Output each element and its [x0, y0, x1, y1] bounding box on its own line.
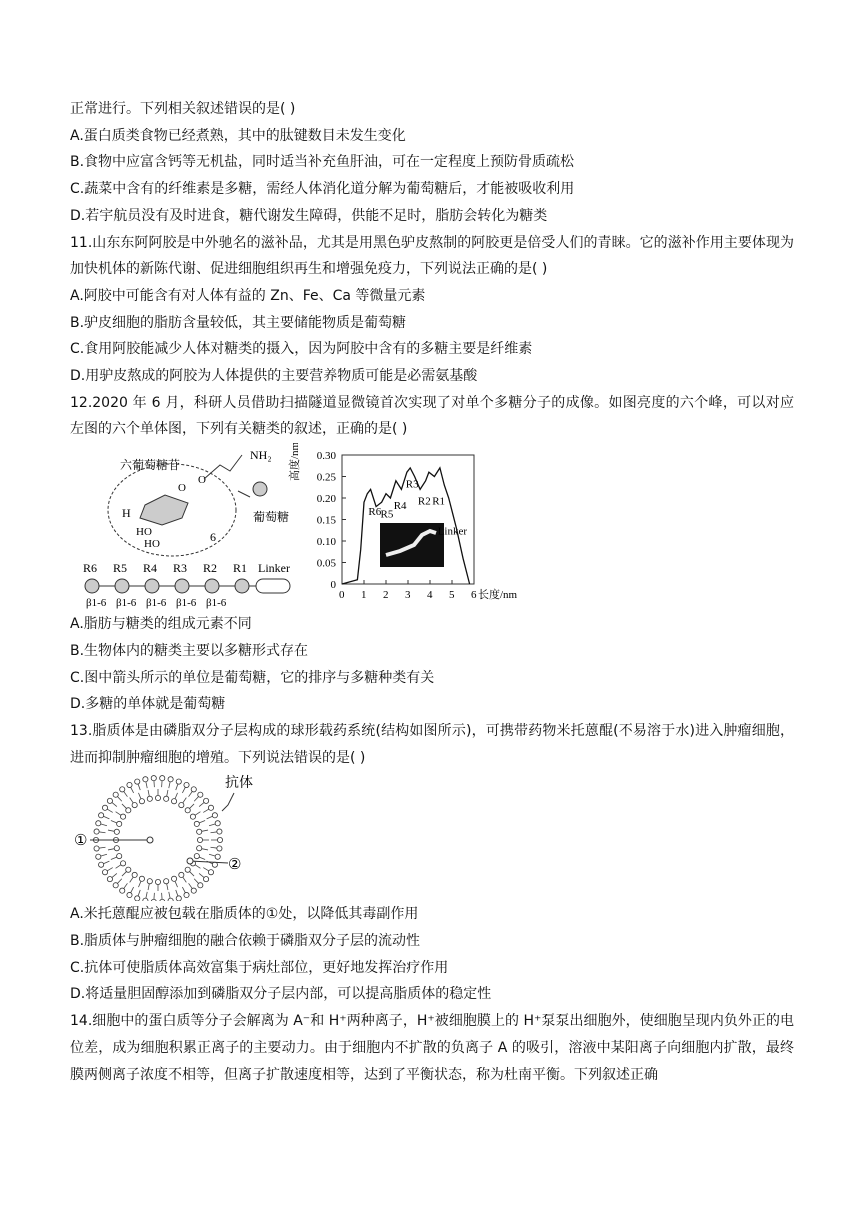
chain-unit-circle — [145, 579, 159, 593]
x-tick-label: 4 — [427, 589, 433, 602]
lipid-head — [117, 822, 122, 827]
glucose-circle — [253, 482, 267, 496]
q12-option-a: A.脂肪与糖类的组成元素不同 — [70, 616, 252, 633]
lipid-head — [164, 879, 169, 884]
mark-2: ② — [228, 857, 242, 874]
lipid-head — [120, 814, 125, 819]
lipid-head — [191, 888, 196, 893]
y-tick-label: 0.10 — [316, 536, 336, 549]
q11-option-a: A.阿胶中可能含有对人体有益的 Zn、Fe、Ca 等微量元素 — [70, 287, 426, 304]
x-tick-label: 1 — [361, 589, 367, 602]
nh2-label: NH₂ — [250, 448, 272, 463]
chain-diagram — [83, 561, 290, 609]
lipid-head — [191, 787, 196, 792]
lipid-head — [168, 898, 173, 901]
bond-label: β1-6 — [176, 597, 197, 610]
q13-option-d: D.将适量胆固醇添加到磷脂双分子层内部，可以提高脂质体的稳定性 — [70, 986, 492, 1003]
lipid-head — [194, 822, 199, 827]
ring-label-o1: O — [178, 482, 186, 495]
q13-stem: 13.脂质体是由磷脂双分子层构成的球形载药系统(结构如图所示)，可携带药物米托蒽醌(不易溶于水)进入肿瘤细胞，进而抑制肿瘤细胞的增殖。下列说法错误的是( ) — [70, 722, 794, 766]
x-tick-label: 6 — [471, 589, 477, 602]
chain-unit-label: R3 — [173, 561, 188, 576]
lipid-head — [171, 877, 176, 882]
antibody-pointer — [222, 793, 234, 811]
lipid-head — [179, 873, 184, 878]
q12-figure-svg — [70, 443, 794, 611]
y-tick-label: 0.15 — [316, 514, 336, 527]
lipid-head — [94, 829, 99, 834]
ring-label-6: 6 — [210, 530, 216, 545]
lipid-head — [132, 873, 137, 878]
chain-unit-label: R5 — [113, 561, 128, 576]
lipid-head — [126, 808, 131, 813]
peak-label: R3 — [405, 478, 419, 491]
chain-unit-circle — [115, 579, 129, 593]
lipid-head — [215, 854, 220, 859]
lipid-head — [147, 797, 152, 802]
q10-option-b: B.食物中应富含钙等无机盐，同时适当补充鱼肝油，可在一定程度上预防骨质疏松 — [70, 154, 575, 171]
lipid-head — [143, 898, 148, 901]
peak-label: R6 — [368, 506, 382, 519]
lipid-head — [96, 821, 101, 826]
lipid-head — [114, 846, 119, 851]
lipid-head — [197, 846, 202, 851]
lipid-head — [194, 854, 199, 859]
q13-option-b: B.脂质体与肿瘤细胞的融合依赖于磷脂双分子层的流动性 — [70, 933, 421, 950]
lipid-head — [151, 776, 156, 781]
x-tick-label: 2 — [383, 589, 389, 602]
lipid-head — [160, 900, 165, 902]
lipid-head — [155, 796, 160, 801]
lipid-head — [113, 792, 118, 797]
lipid-head — [198, 883, 203, 888]
q12-figure — [70, 443, 794, 611]
lipid-head — [135, 896, 140, 901]
q10-tail: 正常进行。下列相关叙述错误的是( ) — [70, 101, 296, 117]
glucose-label: 葡萄糖 — [253, 510, 290, 525]
lipid-head — [143, 777, 148, 782]
ring-label-ho1: HO — [136, 526, 152, 539]
lipid-head — [120, 888, 125, 893]
lipid-head — [208, 870, 213, 875]
lipid-head — [120, 861, 125, 866]
chain-unit-label: R1 — [233, 561, 248, 576]
molecule-diagram — [83, 448, 290, 609]
lipid-head — [215, 821, 220, 826]
x-tick-label: 3 — [405, 589, 411, 602]
height-profile-chart — [287, 443, 518, 601]
x-axis-label: 长度/nm — [478, 589, 518, 602]
q11-stem: 11.山东东阿阿胶是中外驰名的滋补品，尤其是用黑色驴皮熬制的阿胶更是倍受人们的青睐。它的滋补作用主要体现为加快机体的新陈代谢、促进细胞组织再生和增强免疫力，下列说法正确的是( ) — [70, 234, 794, 278]
chain-unit-circle — [175, 579, 189, 593]
q11-option-d: D.用驴皮熬成的阿胶为人体提供的主要营养物质可能是必需氨基酸 — [70, 368, 478, 385]
lipid-head — [171, 799, 176, 804]
bond-label: β1-6 — [86, 597, 107, 610]
lipid-head — [107, 877, 112, 882]
chain-unit-label: R2 — [203, 561, 218, 576]
y-tick-label: 0 — [330, 579, 336, 592]
lipid-head — [217, 838, 222, 843]
x-tick-label: 0 — [339, 589, 345, 602]
pointer-line — [238, 491, 250, 497]
linker-chain — [204, 455, 242, 479]
ring-label-ho2: HO — [144, 538, 160, 551]
y-tick-label: 0.30 — [316, 450, 336, 463]
lipid-head — [164, 797, 169, 802]
peak-label: Linker — [437, 525, 468, 538]
q12-stem: 12.2020 年 6 月，科研人员借助扫描隧道显微镜首次实现了对单个多糖分子的成像。如图亮度的六个峰，可以对应左图的六个单体图，下列有关糖类的叙述，正确的是( ) — [70, 394, 794, 438]
q14-stem: 14.细胞中的蛋白质等分子会解离为 A⁻和 H⁺两种离子，H⁺被细胞膜上的 H⁺泵泵出细胞外，使细胞呈现内负外正的电位差，成为细胞积累正离子的主要动力。由于细胞内不扩散的负离子 A 的吸引，溶液中某阳离子向细胞内扩散，最终膜两侧离子浓度不相等，但离子扩散速度相等，达到了平衡状态，称为杜南平衡。下列叙述正确 — [70, 1013, 794, 1083]
liposome-svg — [70, 771, 794, 901]
bond-label: β1-6 — [146, 597, 167, 610]
lipid-head — [113, 883, 118, 888]
lipid-head — [185, 808, 190, 813]
lipid-head — [160, 776, 165, 781]
lipid-head — [203, 799, 208, 804]
q12-option-c: C.图中箭头所示的单位是葡萄糖，它的排序与多糖种类有关 — [70, 669, 435, 686]
q13-figure — [70, 771, 794, 901]
lipid-head — [185, 867, 190, 872]
mark2-dot — [187, 858, 193, 864]
lipid-head — [99, 862, 104, 867]
q12-option-b: B.生物体内的糖类主要以多糖形式存在 — [70, 642, 309, 659]
lipid-head — [184, 893, 189, 898]
chain-unit-label: R4 — [143, 561, 158, 576]
bond-label: β1-6 — [206, 597, 227, 610]
q10-option-a: A.蛋白质类食物已经煮熟，其中的肽键数目未发生变化 — [70, 127, 406, 144]
chain-unit-circle — [235, 579, 249, 593]
lipid-head — [179, 803, 184, 808]
peak-label: R1 — [432, 495, 446, 508]
q11-option-b: B.驴皮细胞的脂肪含量较低，其主要储能物质是葡萄糖 — [70, 314, 407, 331]
title-label: 六葡萄糖苷 — [120, 458, 181, 473]
y-tick-label: 0.05 — [316, 557, 336, 570]
chain-unit-circle — [85, 579, 99, 593]
q13-option-a: A.米托蒽醌应被包载在脂质体的①处，以降低其毒副作用 — [70, 906, 419, 923]
lipid-head — [198, 792, 203, 797]
lipid-head — [127, 893, 132, 898]
lipid-head — [147, 879, 152, 884]
lipid-head — [94, 846, 99, 851]
lipid-head — [99, 813, 104, 818]
lipid-head — [102, 806, 107, 811]
peak-label: R2 — [417, 495, 431, 508]
lipid-head — [139, 877, 144, 882]
y-axis-label: 高度/nm — [289, 443, 301, 482]
q12-option-d: D.多糖的单体就是葡萄糖 — [70, 696, 226, 713]
lipid-head — [102, 870, 107, 875]
mark1-dot — [147, 837, 153, 843]
lipid-head — [135, 779, 140, 784]
lipid-head — [139, 799, 144, 804]
lipid-head — [132, 803, 137, 808]
lipid-head — [107, 799, 112, 804]
lipid-head — [197, 830, 202, 835]
bond-label: β1-6 — [116, 597, 137, 610]
lipid-head — [96, 854, 101, 859]
chain-unit-circle — [205, 579, 219, 593]
q11-option-c: C.食用阿胶能减少人体对糖类的摄入，因为阿胶中含有的多糖主要是纤维素 — [70, 341, 533, 358]
mark-1: ① — [74, 833, 88, 850]
lipid-head — [176, 896, 181, 901]
lipid-head — [203, 877, 208, 882]
lipid-head — [176, 779, 181, 784]
peak-label: R5 — [380, 508, 394, 521]
lipid-head — [190, 814, 195, 819]
antibody-label: 抗体 — [225, 776, 253, 792]
q13-option-c: C.抗体可使脂质体高效富集于病灶部位，更好地发挥治疗作用 — [70, 959, 449, 976]
lipid-head — [127, 783, 132, 788]
lipid-head — [197, 838, 202, 843]
chain-unit-label: Linker — [258, 561, 290, 576]
x-tick-label: 5 — [449, 589, 455, 602]
lipid-head — [120, 787, 125, 792]
y-tick-label: 0.25 — [316, 471, 336, 484]
lipid-head — [168, 777, 173, 782]
lipid-head — [114, 830, 119, 835]
lipid-head — [151, 900, 156, 902]
chain-unit-label: R6 — [83, 561, 98, 576]
linker-box — [256, 579, 290, 593]
lipid-head — [155, 880, 160, 885]
glucose-ring — [140, 495, 188, 525]
y-tick-label: 0.20 — [316, 493, 336, 506]
lipid-head — [126, 867, 131, 872]
peak-label: R4 — [393, 499, 407, 512]
lipid-head — [184, 783, 189, 788]
ring-label-o2: O — [198, 474, 206, 487]
q10-option-d: D.若宇航员没有及时进食，糖代谢发生障碍，供能不足时，脂肪会转化为糖类 — [70, 207, 548, 224]
lipid-head — [208, 806, 213, 811]
lipid-head — [212, 813, 217, 818]
ring-label-h: H — [122, 506, 131, 521]
lipid-head — [117, 854, 122, 859]
lipid-head — [217, 829, 222, 834]
q10-option-c: C.蔬菜中含有的纤维素是多糖，需经人体消化道分解为葡萄糖后，才能被吸收利用 — [70, 181, 575, 198]
exam-page — [70, 96, 794, 1088]
liposome-diagram — [93, 776, 222, 901]
lipid-head — [217, 846, 222, 851]
